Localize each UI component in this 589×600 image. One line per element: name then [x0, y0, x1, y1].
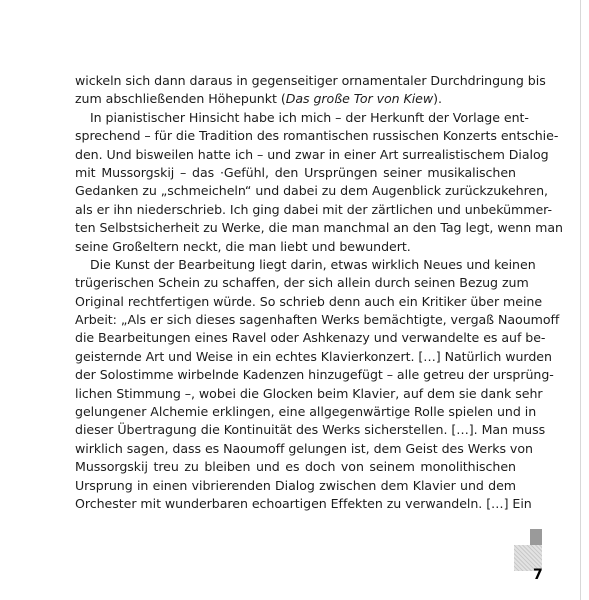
text-line [75, 421, 546, 439]
text-line-content: zum abschließenden Höhepunkt ( [75, 91, 286, 107]
text-line-content: Die Kunst der Bearbeitung liegt darin, etwas wirklich Neues und keinen [90, 256, 536, 272]
page-number: 7 [533, 567, 543, 583]
text-line [75, 219, 563, 237]
text-line-content: sprechend – für die Tradition des romantischen russischen Konzerts entschie- [75, 128, 559, 144]
text-line-content: mit Mussorgskij – das ·Gefühl, den Ursprüngen seiner musikalischen [75, 164, 516, 180]
text-line-content: lichen Stimmung –, wobei die Glocken beim Klavier, auf dem sie dank sehr [75, 385, 543, 401]
text-line-content: der Solostimme wirbelnde Kadenzen hinzugefügt – alle getreu der ursprüng- [75, 367, 554, 383]
text-line [75, 256, 536, 274]
text-line [75, 440, 533, 458]
text-line-content: Original rechtfertigen würde. So schrieb denn auch ein Kritiker über meine [75, 293, 543, 309]
text-line [75, 146, 549, 164]
body-text [75, 72, 563, 513]
text-line [75, 90, 516, 108]
text-line-content: seine Großeltern neckt, die man liebt und bewundert. [75, 238, 411, 254]
text-line [75, 109, 529, 127]
italic-title: Das große Tor von Kiew [285, 91, 434, 107]
text-line [75, 201, 552, 219]
text-line-content: gelungener Alchemie erklingen, eine allgegenwärtige Rolle spielen und in [75, 404, 537, 420]
text-line-content: den. Und bisweilen hatte ich – und zwar in einer Art surrealistischem Dialog [75, 146, 549, 162]
text-line [75, 311, 560, 329]
text-line [75, 238, 516, 256]
text-line-content: wirklich sagen, dass es Naoumoff gelungen ist, dem Geist des Werks von [75, 440, 533, 456]
text-line [75, 293, 543, 311]
text-line [75, 366, 554, 384]
text-line [75, 385, 543, 403]
text-line-content: geisternde Art und Weise in ein echtes Klavierkonzert. […] Natürlich wurden [75, 348, 552, 364]
text-line-content: dieser Übertragung die Kontinuität des Werks sicherstellen. […]. Man muss [75, 422, 546, 438]
text-line [75, 348, 552, 366]
text-line [75, 458, 516, 476]
page-corner-mark-dark [530, 529, 542, 545]
text-line-content: Arbeit: „Als er sich dieses sagenhaften Werks bemächtigte, vergaß Naoumoff [75, 312, 560, 328]
text-line-content: Gedanken zu „schmeicheln“ und dabei zu dem Augenblick zurückzukehren, [75, 183, 549, 199]
text-line-content: Ursprung in einen vibrierenden Dialog zwischen dem Klavier und dem [75, 477, 516, 493]
text-line [75, 72, 546, 90]
text-line [75, 127, 559, 145]
text-line [75, 403, 537, 421]
text-line [75, 164, 516, 182]
text-line [75, 329, 546, 347]
text-line-content: In pianistischer Hinsicht habe ich mich – der Herkunft der Vorlage ent- [90, 109, 529, 125]
text-line-content: Mussorgskij treu zu bleiben und es doch von seinem monolithischen [75, 459, 516, 475]
text-line-content: Orchester mit wunderbaren echoartigen Effekten zu verwandeln. […] Ein [75, 495, 532, 511]
text-line-content: wickeln sich dann daraus in gegenseitiger ornamentaler Durchdringung bis [75, 73, 546, 88]
text-line [75, 274, 529, 292]
text-line-content: als er ihn niederschrieb. Ich ging dabei mit der zärtlichen und unbekümmer- [75, 201, 552, 217]
text-line-content: trügerischen Schein zu schaffen, der sich allein durch seinen Bezug zum [75, 275, 529, 291]
text-line [75, 495, 532, 513]
text-line-content: ten Selbstsicherheit zu Werke, die man manchmal an den Tag legt, wenn man [75, 220, 563, 236]
text-line [75, 182, 549, 200]
text-line-suffix: ). [433, 91, 442, 107]
page-edge-divider [580, 0, 581, 600]
text-line [75, 477, 516, 495]
text-line-content: die Bearbeitungen eines Ravel oder Ashkenazy und verwandelte es auf be- [75, 330, 546, 346]
